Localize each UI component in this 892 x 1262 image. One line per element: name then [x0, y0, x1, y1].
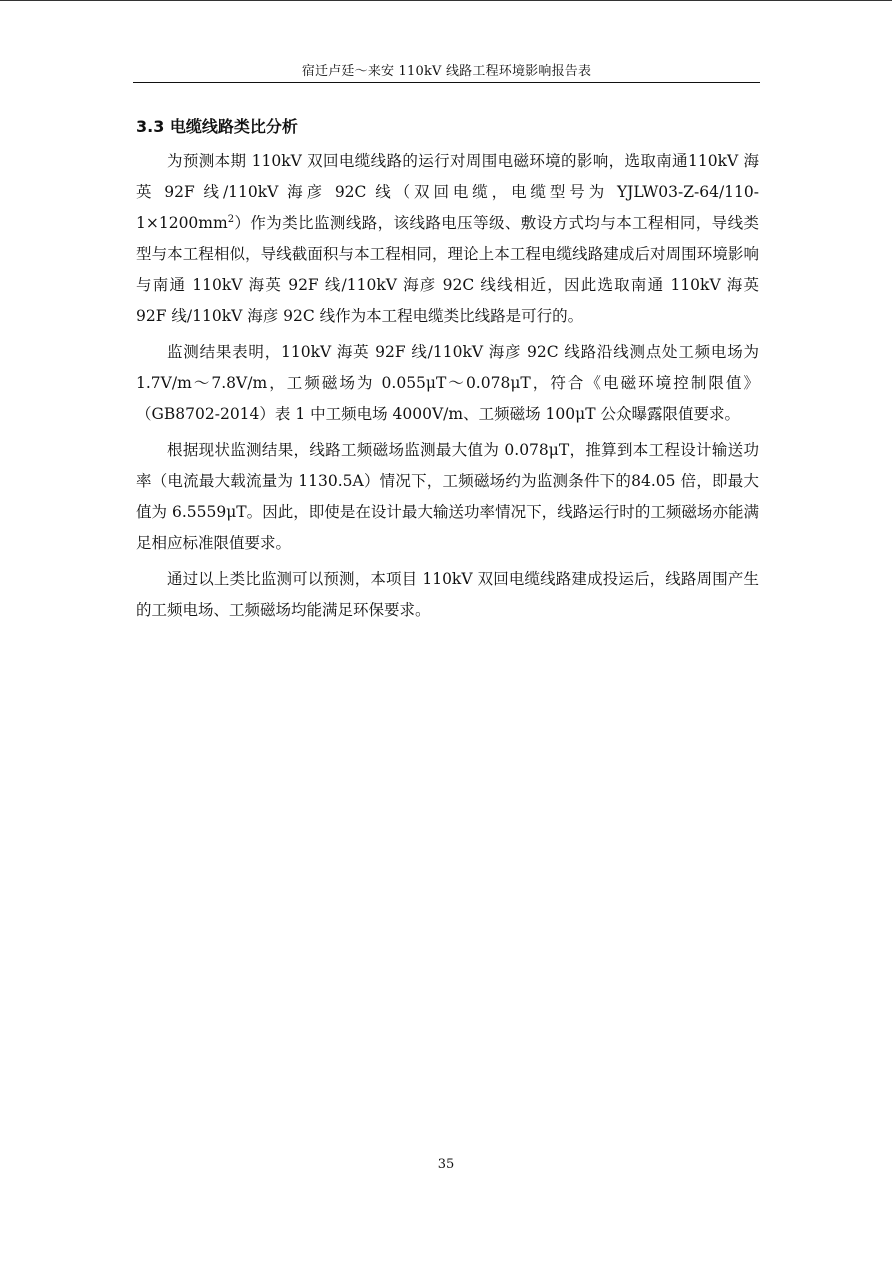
paragraph-monitoring-results: 监测结果表明，110kV 海英 92F 线/110kV 海彦 92C 线路沿线测点处工频电场为 1.7V/m～7.8V/m，工频磁场为 0.055μT～0.078μT，符合《电磁环境控制限值》（GB8702-2014）表 1 中工频电场 4000V/m、工频磁场 100μT 公众曝露限值要求。	[136, 343, 759, 423]
header-rule	[133, 82, 760, 83]
main-content	[136, 112, 759, 631]
section-title: 3.3 电缆线路类比分析	[136, 117, 298, 136]
paragraph-analogy-selection	[136, 146, 759, 332]
paragraph-magnetic-field-projection: 根据现状监测结果，线路工频磁场监测最大值为 0.078μT，推算到本工程设计输送功率（电流最大载流量为 1130.5A）情况下，工频磁场约为监测条件下的84.05 倍，即最大值为 6.5559μT。因此，即使是在设计最大输送功率情况下，线路运行时的工频磁场亦能满足相应标准限值要求。	[136, 441, 759, 552]
running-header: 宿迁卢廷～来安 110kV 线路工程环境影响报告表	[301, 64, 592, 79]
page-number: 35	[437, 1157, 455, 1172]
superscript: 2	[227, 213, 235, 225]
paragraph-text: 为预测本期 110kV 双回电缆线路的运行对周围电磁环境的影响，选取南通110kV 海英 92F 线/110kV 海彦 92C 线（双回电缆，电缆型号为 YJLW03-Z-64/110-1×1200mm	[136, 152, 759, 232]
page-top-border	[0, 0, 892, 1]
paragraph-conclusion: 通过以上类比监测可以预测，本项目 110kV 双回电缆线路建成投运后，线路周围产生的工频电场、工频磁场均能满足环保要求。	[136, 570, 759, 619]
paragraph-text: ）作为类比监测线路，该线路电压等级、敷设方式均与本工程相同，导线类型与本工程相似，导线截面积与本工程相同，理论上本工程电缆线路建成后对周围环境影响与南通 110kV 海英 92F 线/110kV 海彦 92C 线线相近，因此选取南通 110kV 海英 92F 线/110kV 海彦 92C 线作为本工程电缆类比线路是可行的。	[136, 214, 759, 325]
